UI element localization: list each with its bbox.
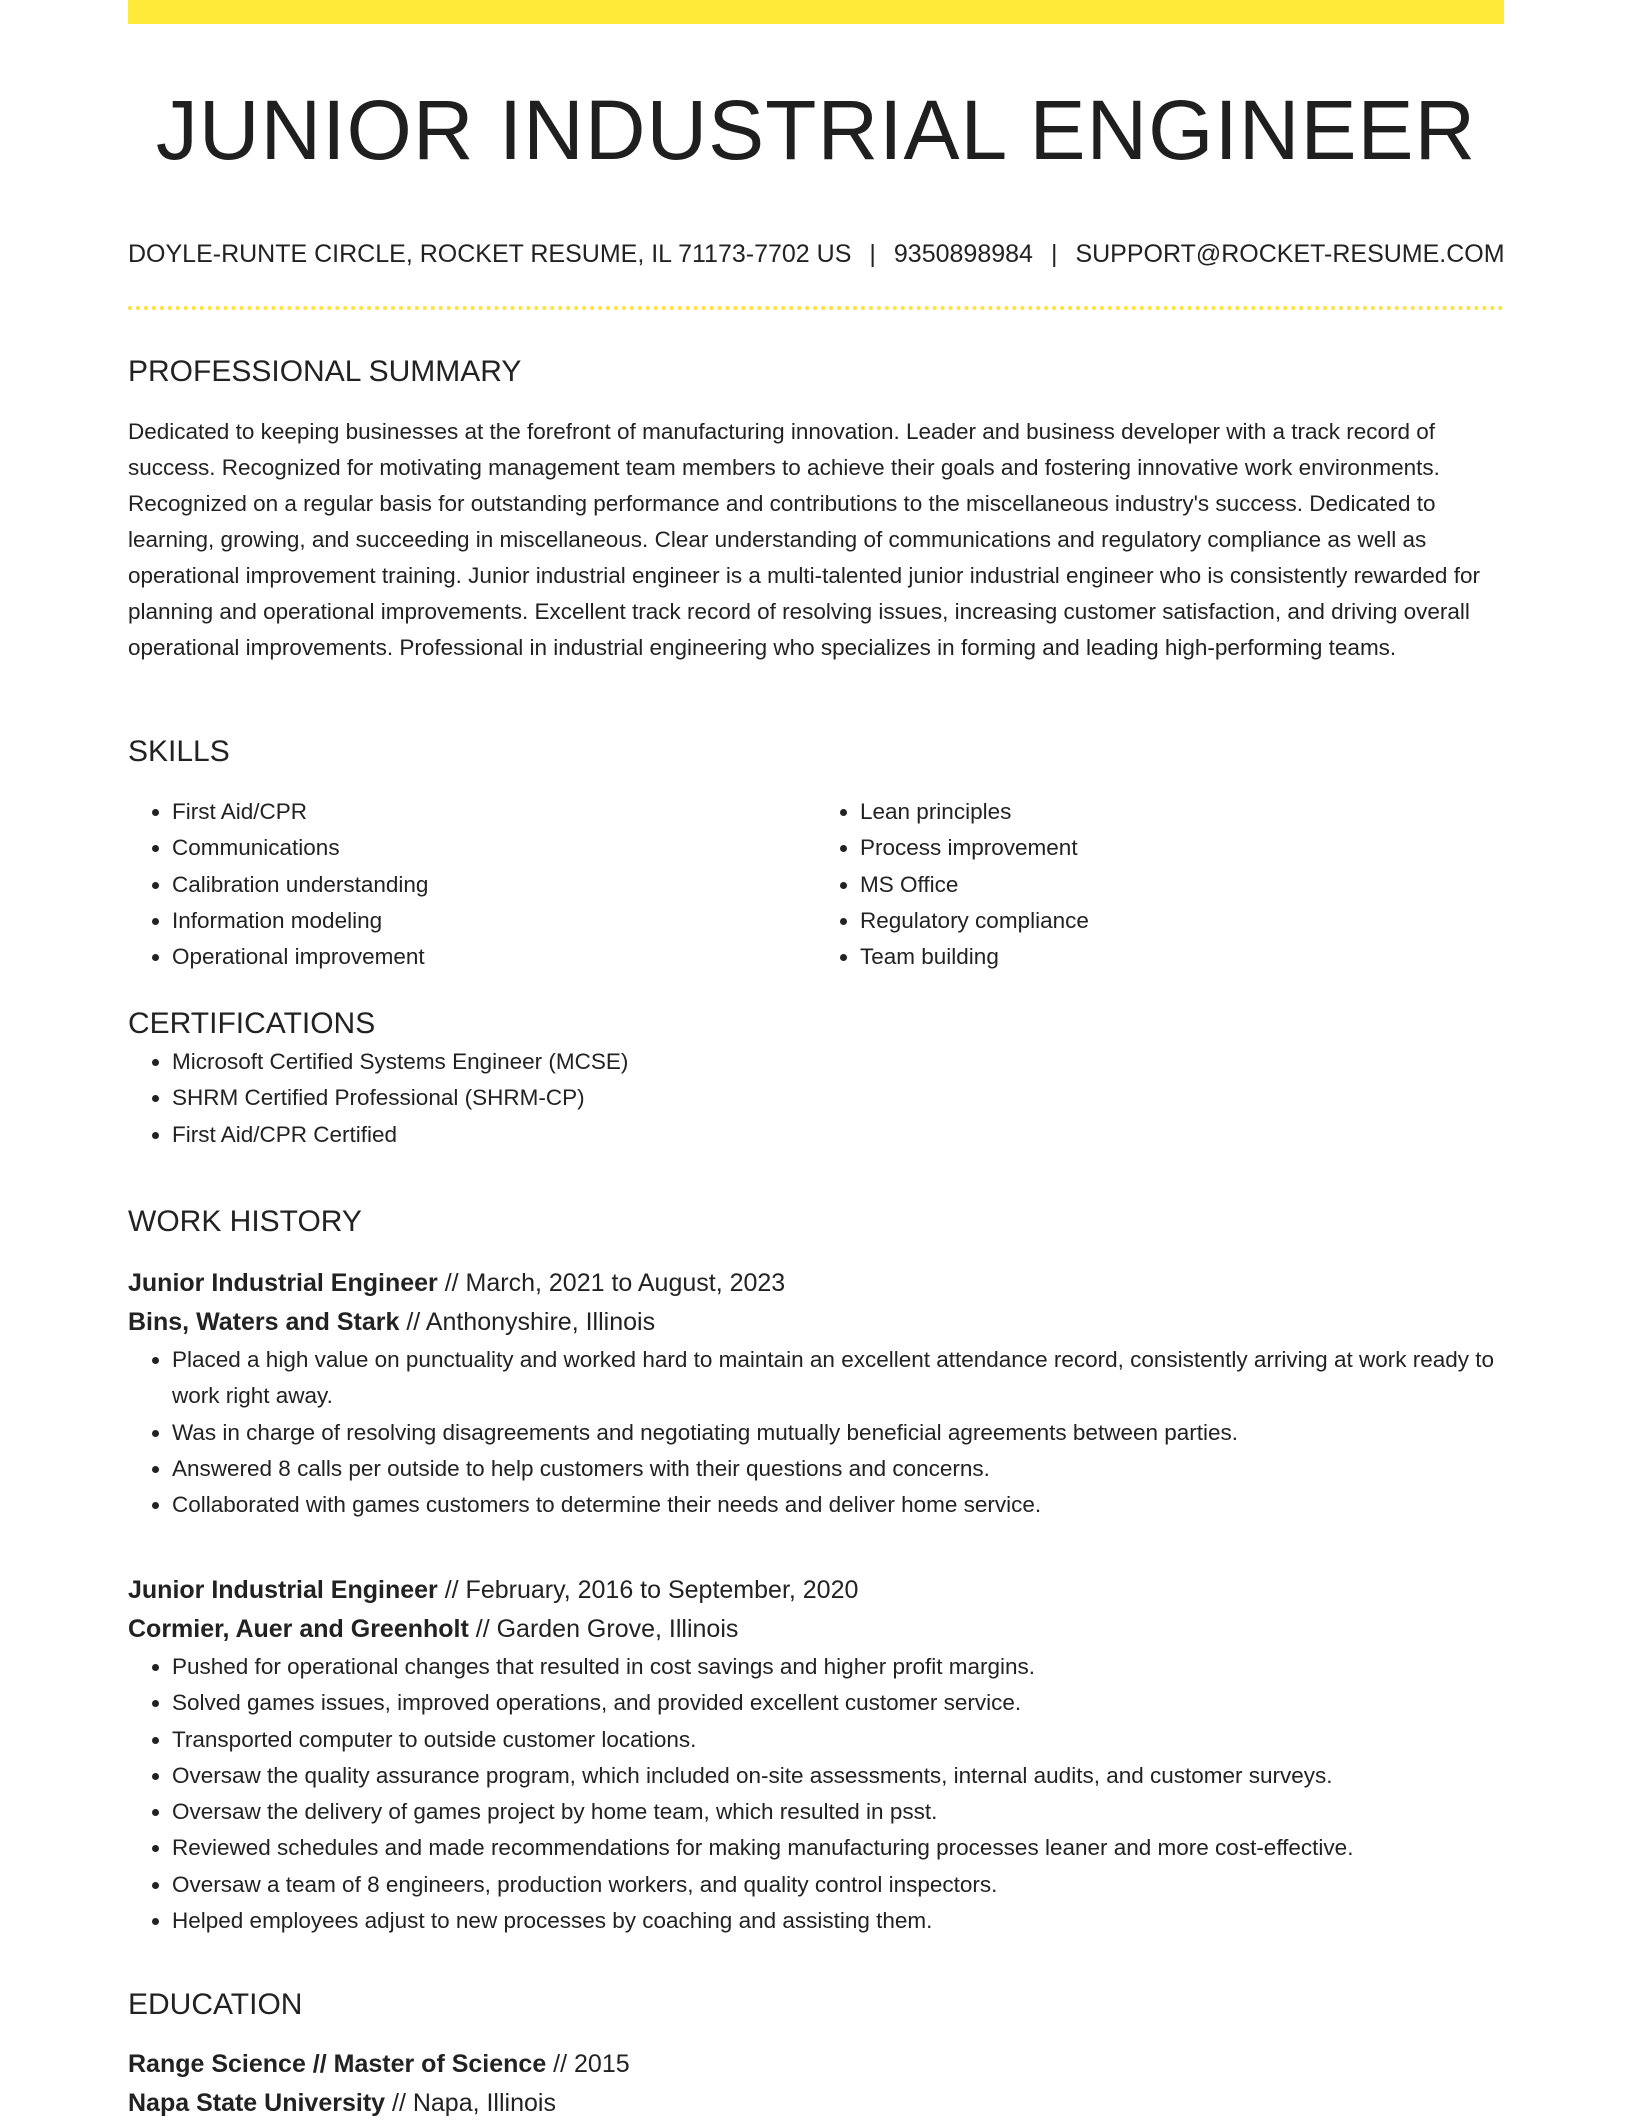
job-bullets (128, 1342, 1504, 1523)
education-year: // 2015 (546, 2050, 630, 2078)
summary-heading: PROFESSIONAL SUMMARY (128, 355, 522, 388)
contact-phone[interactable]: 9350898984 (893, 240, 1033, 268)
job-company: Cormier, Auer and Greenholt (128, 1615, 469, 1643)
education-degree-line (128, 2045, 1504, 2084)
job-bullet: • Oversaw the quality assurance program, which included on-site assessments, internal audits, and customer surveys. (172, 1758, 1504, 1794)
skill-item: • First Aid/CPR (172, 794, 816, 830)
education-section (128, 1985, 1504, 2123)
skill-item: • Regulatory compliance (860, 903, 1504, 939)
education-degree: Range Science // Master of Science (128, 2050, 547, 2078)
job-bullet: • Oversaw the delivery of games project by home team, which resulted in psst. (172, 1794, 1504, 1830)
contact-address: DOYLE-RUNTE CIRCLE, ROCKET RESUME, IL 71173-7702 US (128, 240, 852, 268)
skills-columns (128, 794, 1504, 975)
certification-item: • First Aid/CPR Certified (172, 1117, 1504, 1153)
job-role-line (128, 1264, 1504, 1303)
certification-item: • SHRM Certified Professional (SHRM-CP) (172, 1080, 1504, 1116)
skill-item: • Calibration understanding (172, 867, 816, 903)
accent-top-bar (128, 0, 1504, 24)
skill-item: • Process improvement (860, 830, 1504, 866)
education-location: // Napa, Illinois (385, 2089, 556, 2117)
job-bullet: • Solved games issues, improved operations, and provided excellent customer service. (172, 1685, 1504, 1721)
job-company-line (128, 1610, 1504, 1649)
skills-heading: SKILLS (128, 735, 230, 768)
certification-item: • Microsoft Certified Systems Engineer (MCSE) (172, 1044, 1504, 1080)
job-bullet: • Transported computer to outside customer locations. (172, 1722, 1504, 1758)
contact-separator: | (869, 240, 876, 268)
job-dates: // February, 2016 to September, 2020 (437, 1576, 859, 1604)
skill-item: • Communications (172, 830, 816, 866)
job-bullet: • Answered 8 calls per outside to help customers with their questions and concerns. (172, 1451, 1504, 1487)
skills-section (128, 732, 1504, 975)
certifications-section (128, 1004, 1504, 1153)
job-entry (128, 1264, 1504, 1523)
contact-line (128, 236, 1504, 272)
job-bullet: • Reviewed schedules and made recommendations for making manufacturing processes leaner and more cost-effective. (172, 1830, 1504, 1866)
summary-section (128, 352, 1504, 666)
work-history-section (128, 1202, 1504, 1242)
education-school: Napa State University (128, 2089, 386, 2117)
job-bullet: • Was in charge of resolving disagreements and negotiating mutually beneficial agreements between parties. (172, 1415, 1504, 1451)
job-role-line (128, 1571, 1504, 1610)
job-location: // Garden Grove, Illinois (468, 1615, 739, 1643)
job-role: Junior Industrial Engineer (128, 1576, 438, 1604)
job-bullet: • Collaborated with games customers to determine their needs and deliver home service. (172, 1487, 1504, 1523)
job-bullet: • Helped employees adjust to new processes by coaching and assisting them. (172, 1903, 1504, 1939)
skills-list-left (128, 794, 816, 975)
skill-item: • Lean principles (860, 794, 1504, 830)
skill-item: • Operational improvement (172, 939, 816, 975)
job-bullet: • Pushed for operational changes that resulted in cost savings and higher profit margins. (172, 1649, 1504, 1685)
job-entry (128, 1571, 1504, 1939)
work-history-heading: WORK HISTORY (128, 1205, 362, 1238)
certifications-heading: CERTIFICATIONS (128, 1007, 376, 1040)
job-bullet: • Placed a high value on punctuality and worked hard to maintain an excellent attendance record, consistently arriving at work ready to work right away. (172, 1342, 1504, 1415)
resume-title: JUNIOR INDUSTRIAL ENGINEER (155, 83, 1477, 177)
skill-item: • MS Office (860, 867, 1504, 903)
contact-separator: | (1050, 240, 1058, 268)
job-role: Junior Industrial Engineer (128, 1269, 438, 1297)
certifications-list (128, 1044, 1504, 1153)
education-school-line (128, 2084, 1504, 2123)
job-company-line (128, 1303, 1504, 1342)
skill-item: • Information modeling (172, 903, 816, 939)
job-bullet: • Oversaw a team of 8 engineers, production workers, and quality control inspectors. (172, 1867, 1504, 1903)
contact-email[interactable]: SUPPORT@ROCKET-RESUME.COM (1075, 240, 1505, 268)
job-location: // Anthonyshire, Illinois (399, 1308, 656, 1336)
summary-text: Dedicated to keeping businesses at the forefront of manufacturing innovation. Leader and business developer with a track record of success. Recognized for motivating management team members to achieve their goals and fostering innovative work environments. Recognized on a regular basis for outstanding performance and contributions to the miscellaneous industry's success. Dedicated to learning, growing, and succeeding in miscellaneous. Clear understanding of communications and regulatory compliance as well as operational improvement training. Junior industrial engineer is a multi-talented junior industrial engineer who is consistently rewarded for planning and operational improvements. Excellent track record of resolving issues, increasing customer satisfaction, and driving overall operational improvements. Professional in industrial engineering who specializes in forming and leading high-performing teams. (128, 419, 1480, 660)
job-company: Bins, Waters and Stark (128, 1308, 400, 1336)
job-dates: // March, 2021 to August, 2023 (437, 1269, 786, 1297)
skills-list-right (816, 794, 1504, 975)
job-bullets (128, 1649, 1504, 1939)
header-divider (128, 306, 1504, 310)
education-heading: EDUCATION (128, 1988, 303, 2021)
skill-item: • Team building (860, 939, 1504, 975)
